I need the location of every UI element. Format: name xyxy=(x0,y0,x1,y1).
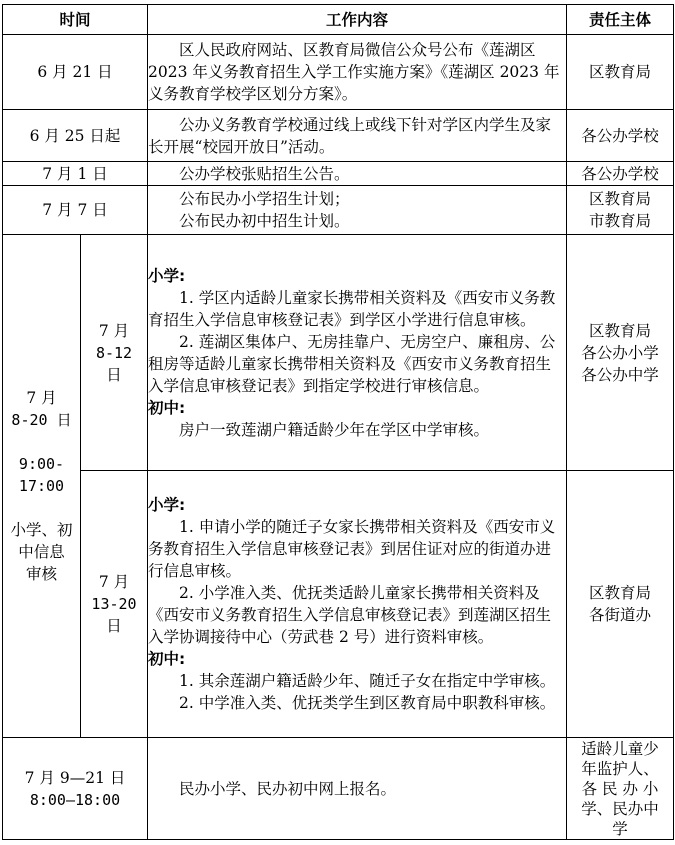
table-row xyxy=(3,738,674,840)
content-text: 公办学校张贴招生公告。 xyxy=(179,164,350,183)
content-item: 1. 学区内适龄儿童家长携带相关资料及《西安市义务教育招生入学信息审核登记表》到学区小学进行信息审核。 xyxy=(148,288,556,329)
row-content xyxy=(148,471,567,738)
middle-heading: 初中: xyxy=(148,650,186,668)
spacer xyxy=(3,497,80,519)
sub-date-line: 日 xyxy=(106,617,122,635)
group-time-line: 中信息 xyxy=(18,543,65,561)
group-time-line: 审核 xyxy=(25,565,57,583)
content-item: 1. 申请小学的随迁子女家长携带相关资料及《西安市义务教育招生入学信息审核登记表》到居住证对应的街道办进行信息审核。 xyxy=(148,518,556,580)
sub-date-line: 日 xyxy=(106,365,122,384)
content-text: 公办义务教育学校通过线上或线下针对学区内学生及家长开展“校园开放日”活动。 xyxy=(148,115,552,156)
primary-heading: 小学: xyxy=(148,496,186,514)
row-responsible xyxy=(567,186,674,235)
row-content xyxy=(148,235,567,471)
time-line: 8:00—18:00 xyxy=(29,790,121,809)
group-time-line: 9:00- xyxy=(18,455,65,473)
header-time: 时间 xyxy=(3,5,148,35)
responsible-line: 学 xyxy=(612,819,628,838)
content-text: 民办小学、民办初中网上报名。 xyxy=(179,779,397,798)
row-responsible xyxy=(567,738,674,840)
row-responsible: 区教育局 xyxy=(567,35,674,110)
group-time-line: 17:00 xyxy=(18,477,65,495)
row-time: 7 月 7 日 xyxy=(3,186,148,235)
responsible-line: 适龄儿童少 xyxy=(581,739,659,758)
middle-heading: 初中: xyxy=(148,398,186,417)
time-line: 7 月 9—21 日 xyxy=(24,768,126,787)
content-line: 公布民办初中招生计划。 xyxy=(179,212,350,230)
group-time-line: 8-20 日 xyxy=(11,411,72,429)
sub-date-line: 7 月 xyxy=(98,573,130,591)
row-content xyxy=(148,186,567,235)
primary-heading: 小学: xyxy=(148,266,186,285)
responsible-line: 区教育局 xyxy=(589,321,652,340)
header-responsible: 责任主体 xyxy=(567,5,674,35)
enrollment-schedule-table xyxy=(2,4,674,840)
row-time: 6 月 25 日起 xyxy=(3,110,148,162)
header-row xyxy=(3,5,674,35)
sub-date-line: 7 月 xyxy=(98,321,130,340)
row-content xyxy=(148,162,567,186)
sub-date xyxy=(81,235,148,471)
responsible-line: 各公办小学 xyxy=(581,343,659,362)
row-responsible: 各公办学校 xyxy=(567,110,674,162)
responsible-line: 区教育局 xyxy=(589,584,652,602)
content-item: 房户一致莲湖户籍适龄少年在学区中学审核。 xyxy=(179,420,490,439)
row-responsible: 各公办学校 xyxy=(567,162,674,186)
table-row xyxy=(3,35,674,110)
sub-date-line: 8-12 xyxy=(95,343,133,362)
sub-date-line: 13-20 xyxy=(91,595,137,613)
row-content xyxy=(148,35,567,110)
responsible-line: 学、民办中 xyxy=(581,799,659,818)
responsible-line: 年监护人、 xyxy=(581,759,659,778)
responsible-line: 各 民 办 小 xyxy=(581,779,659,798)
table-row xyxy=(3,235,674,471)
row-time xyxy=(3,738,148,840)
row-content xyxy=(148,110,567,162)
row-responsible xyxy=(567,235,674,471)
group-time-line: 7 月 xyxy=(26,389,57,407)
content-line: 公布民办小学招生计划； xyxy=(179,190,350,208)
group-time xyxy=(3,235,81,738)
content-item: 2. 小学准入类、优抚类适龄儿童家长携带相关资料及《西安市义务教育招生入学信息审核登记表》到莲湖区招生入学协调接待中心（劳武巷 2 号）进行资料审核。 xyxy=(148,584,552,646)
table-row xyxy=(3,471,674,738)
row-content xyxy=(148,738,567,840)
header-content: 工作内容 xyxy=(148,5,567,35)
row-responsible xyxy=(567,471,674,738)
responsible-line: 各公办中学 xyxy=(581,365,659,384)
sub-date xyxy=(81,471,148,738)
responsible-line: 各街道办 xyxy=(589,606,652,624)
group-time-line: 小学、初 xyxy=(10,521,73,539)
content-item: 1. 其余莲湖户籍适龄少年、随迁子女在指定中学审核。 xyxy=(179,672,556,690)
spacer xyxy=(3,431,80,453)
responsible-line: 区教育局 xyxy=(589,190,652,208)
content-text: 区人民政府网站、区教育局微信公众号公布《莲湖区 2023 年义务教育招生入学工作实施方案》《莲湖区 2023 年义务教育学校学区划分方案》。 xyxy=(148,41,560,103)
table-row xyxy=(3,186,674,235)
responsible-line: 市教育局 xyxy=(589,212,652,230)
row-time: 7 月 1 日 xyxy=(3,162,148,186)
table-row xyxy=(3,110,674,162)
content-item: 2. 莲湖区集体户、无房挂靠户、无房空户、廉租房、公租房等适龄儿童家长携带相关资料及《西安市义务教育招生入学信息审核登记表》到指定学校进行审核信息。 xyxy=(148,332,556,395)
row-time: 6 月 21 日 xyxy=(3,35,148,110)
content-item: 2. 中学准入类、优抚类学生到区教育局中职教科审核。 xyxy=(179,694,556,712)
table-row xyxy=(3,162,674,186)
